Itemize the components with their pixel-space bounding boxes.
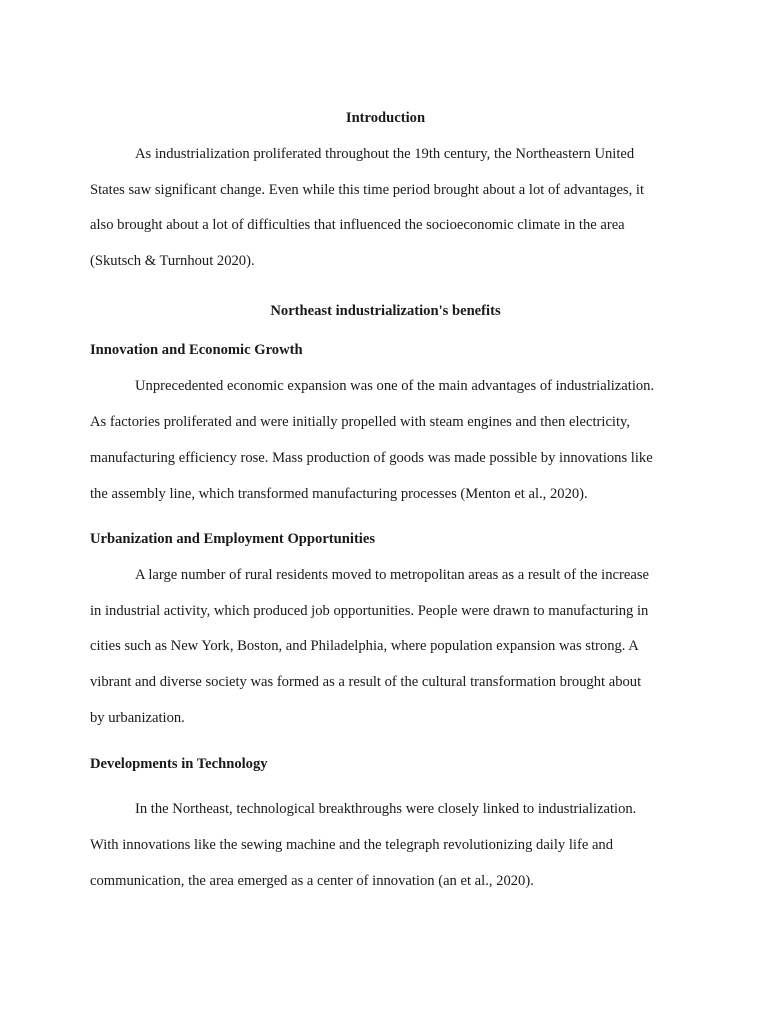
urbanization-line-3: cities such as New York, Boston, and Philadelphia, where population expansion was strong. A xyxy=(90,638,639,654)
urbanization-heading: Urbanization and Employment Opportunities xyxy=(90,531,376,547)
technology-heading: Developments in Technology xyxy=(90,756,268,772)
benefits-heading: Northeast industrialization's benefits xyxy=(270,303,501,319)
technology-line-2: With innovations like the sewing machine and the telegraph revolutionizing daily life and xyxy=(90,837,614,853)
urbanization-line-1: A large number of rural residents moved to metropolitan areas as a result of the increase xyxy=(135,567,649,583)
intro-heading: Introduction xyxy=(345,110,426,126)
innovation-heading: Innovation and Economic Growth xyxy=(90,342,303,358)
intro-line-1: As industrialization proliferated throughout the 19th century, the Northeastern United xyxy=(135,146,635,162)
innovation-line-1: Unprecedented economic expansion was one of the main advantages of industrialization. xyxy=(135,378,655,394)
innovation-line-3: manufacturing efficiency rose. Mass production of goods was made possible by innovations like xyxy=(90,450,653,466)
innovation-line-2: As factories proliferated and were initially propelled with steam engines and then electricity, xyxy=(90,414,631,430)
intro-line-4: (Skutsch & Turnhout 2020). xyxy=(90,253,255,269)
urbanization-line-2: in industrial activity, which produced job opportunities. People were drawn to manufacturing in xyxy=(90,603,649,619)
urbanization-line-4: vibrant and diverse society was formed as a result of the cultural transformation brought about xyxy=(90,674,642,690)
technology-line-3: communication, the area emerged as a center of innovation (an et al., 2020). xyxy=(90,873,534,889)
intro-line-3: also brought about a lot of difficulties that influenced the socioeconomic climate in the area xyxy=(90,217,625,233)
technology-line-1: In the Northeast, technological breakthroughs were closely linked to industrialization. xyxy=(135,801,637,817)
urbanization-line-5: by urbanization. xyxy=(90,710,185,726)
intro-line-2: States saw significant change. Even while this time period brought about a lot of advantages, it xyxy=(90,182,645,198)
innovation-line-4: the assembly line, which transformed manufacturing processes (Menton et al., 2020). xyxy=(90,486,588,502)
